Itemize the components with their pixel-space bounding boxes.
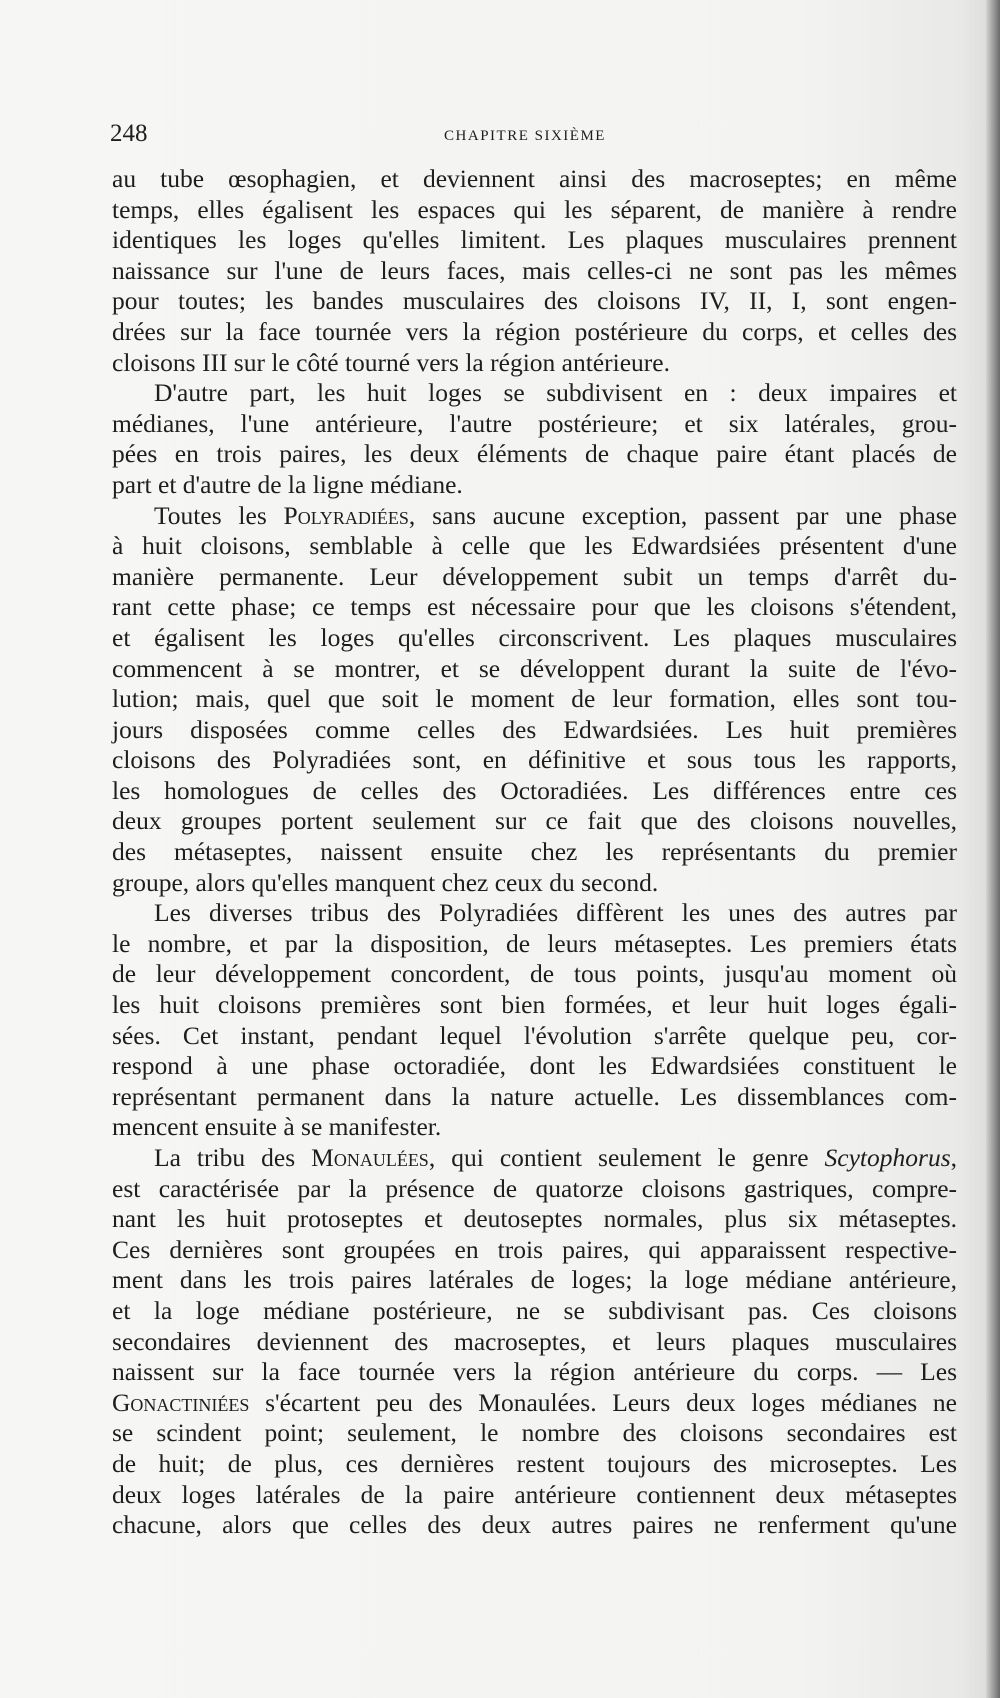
text-line: le nombre, et par la disposition, de leurs métaseptes. Les premiers états [112,928,957,958]
text-line: les huit cloisons premières sont bien formées, et leur huit loges égali- [112,990,957,1020]
small-caps-term: Polyradiées [283,500,409,530]
text-line: deux groupes portent seulement sur ce fait que des cloisons nouvelles, [112,806,957,836]
text-run: s'écartent peu des Monaulées. Leurs deux loges médianes ne [249,1387,957,1417]
text-line: et la loge médiane postérieure, ne se subdivisant pas. Ces cloisons [112,1295,957,1325]
text-line [112,1388,957,1419]
text-line: drées sur la face tournée vers la région postérieure du corps, et celles des [112,316,957,346]
text-line: identiques les loges qu'elles limitent. Les plaques musculaires prennent [112,225,957,255]
text-run: Toutes les [154,500,284,530]
text-line: cloisons des Polyradiées sont, en définitive et sous tous les rapports, [112,745,957,775]
text-line: commencent à se montrer, et se développent durant la suite de l'évo- [112,653,957,683]
text-line: secondaires deviennent des macroseptes, et leurs plaques musculaires [112,1326,957,1356]
body-text [112,164,957,1541]
text-line: respond à une phase octoradiée, dont les Edwardsiées constituent le [112,1051,957,1081]
text-line: D'autre part, les huit loges se subdivisent en : deux impaires et [154,378,957,408]
page-header [110,120,940,160]
text-line: des métaseptes, naissent ensuite chez les représentants du premier [112,837,957,867]
text-line: les homologues de celles des Octoradiées. Les différences entre ces [112,775,957,805]
text-line: mencent ensuite à se manifester. [112,1112,442,1142]
text-line: rant cette phase; ce temps est nécessaire pour que les cloisons s'étendent, [112,592,957,622]
text-line: deux loges latérales de la paire antérieure contiennent deux métaseptes [112,1479,957,1509]
text-line: naissance sur l'une de leurs faces, mais celles-ci ne sont pas les mêmes [112,255,957,285]
text-line: sées. Cet instant, pendant lequel l'évolution s'arrête quelque peu, cor- [112,1020,957,1050]
text-line: est caractérisée par la présence de quatorze cloisons gastriques, compre- [112,1173,957,1203]
page-number: 248 [110,120,148,147]
page-edge-shadow [986,0,1000,1698]
text-line: lution; mais, quel que soit le moment de leur formation, elles sont tou- [112,684,957,714]
text-line: pées en trois paires, les deux éléments de chaque paire étant placés de [112,439,957,469]
small-caps-term: Gonactiniées [112,1387,250,1417]
text-line: de huit; de plus, ces dernières restent toujours des microseptes. Les [112,1448,957,1478]
text-line: au tube œsophagien, et deviennent ainsi des macroseptes; en même [112,164,957,193]
text-line: et égalisent les loges qu'elles circonscrivent. Les plaques musculaires [112,622,957,652]
text-line [112,501,957,532]
small-caps-term: Monaulées [311,1143,429,1172]
text-line [112,1143,957,1174]
text-line: de leur développement concordent, de tous points, jusqu'au moment où [112,959,957,989]
text-line: représentant permanent dans la nature actuelle. Les dissemblances com- [112,1081,957,1111]
text-line: pour toutes; les bandes musculaires des cloisons IV, II, I, sont engen- [112,286,957,316]
text-line: se scindent point; seulement, le nombre des cloisons secondaires est [112,1418,957,1448]
running-head: CHAPITRE SIXIÈME [444,128,606,144]
text-line: part et d'autre de la ligne médiane. [112,469,463,499]
text-line: jours disposées comme celles des Edwardsiées. Les huit premières [112,714,957,744]
text-line: groupe, alors qu'elles manquent chez ceux du second. [112,867,659,897]
text-line: naissent sur la face tournée vers la région antérieure du corps. — Les [112,1357,957,1387]
text-run: , qui contient seulement le genre [428,1143,825,1172]
text-line: à huit cloisons, semblable à celle que les Edwardsiées présentent d'une [112,531,957,561]
text-line: chacune, alors que celles des deux autres paires ne renferment qu'une [112,1510,957,1540]
text-line: Ces dernières sont groupées en trois paires, qui apparaissent respective- [112,1234,957,1264]
text-run: , [950,1143,957,1172]
text-line: nant les huit protoseptes et deutoseptes normales, plus six métaseptes. [112,1204,957,1234]
text-line: médianes, l'une antérieure, l'autre postérieure; et six latérales, grou- [112,408,957,438]
text-line: ment dans les trois paires latérales de loges; la loge médiane antérieure, [112,1265,957,1295]
italic-genus-name: Scytophorus [824,1143,951,1172]
text-run: La tribu des [154,1143,312,1172]
text-line: cloisons III sur le côté tourné vers la région antérieure. [112,347,670,377]
text-line: Les diverses tribus des Polyradiées diffèrent les unes des autres par [154,898,957,928]
text-run: , sans aucune exception, passent par une phase [408,500,957,530]
text-line: manière permanente. Leur développement subit un temps d'arrêt du- [112,561,957,591]
text-line: temps, elles égalisent les espaces qui les séparent, de manière à rendre [112,194,957,224]
